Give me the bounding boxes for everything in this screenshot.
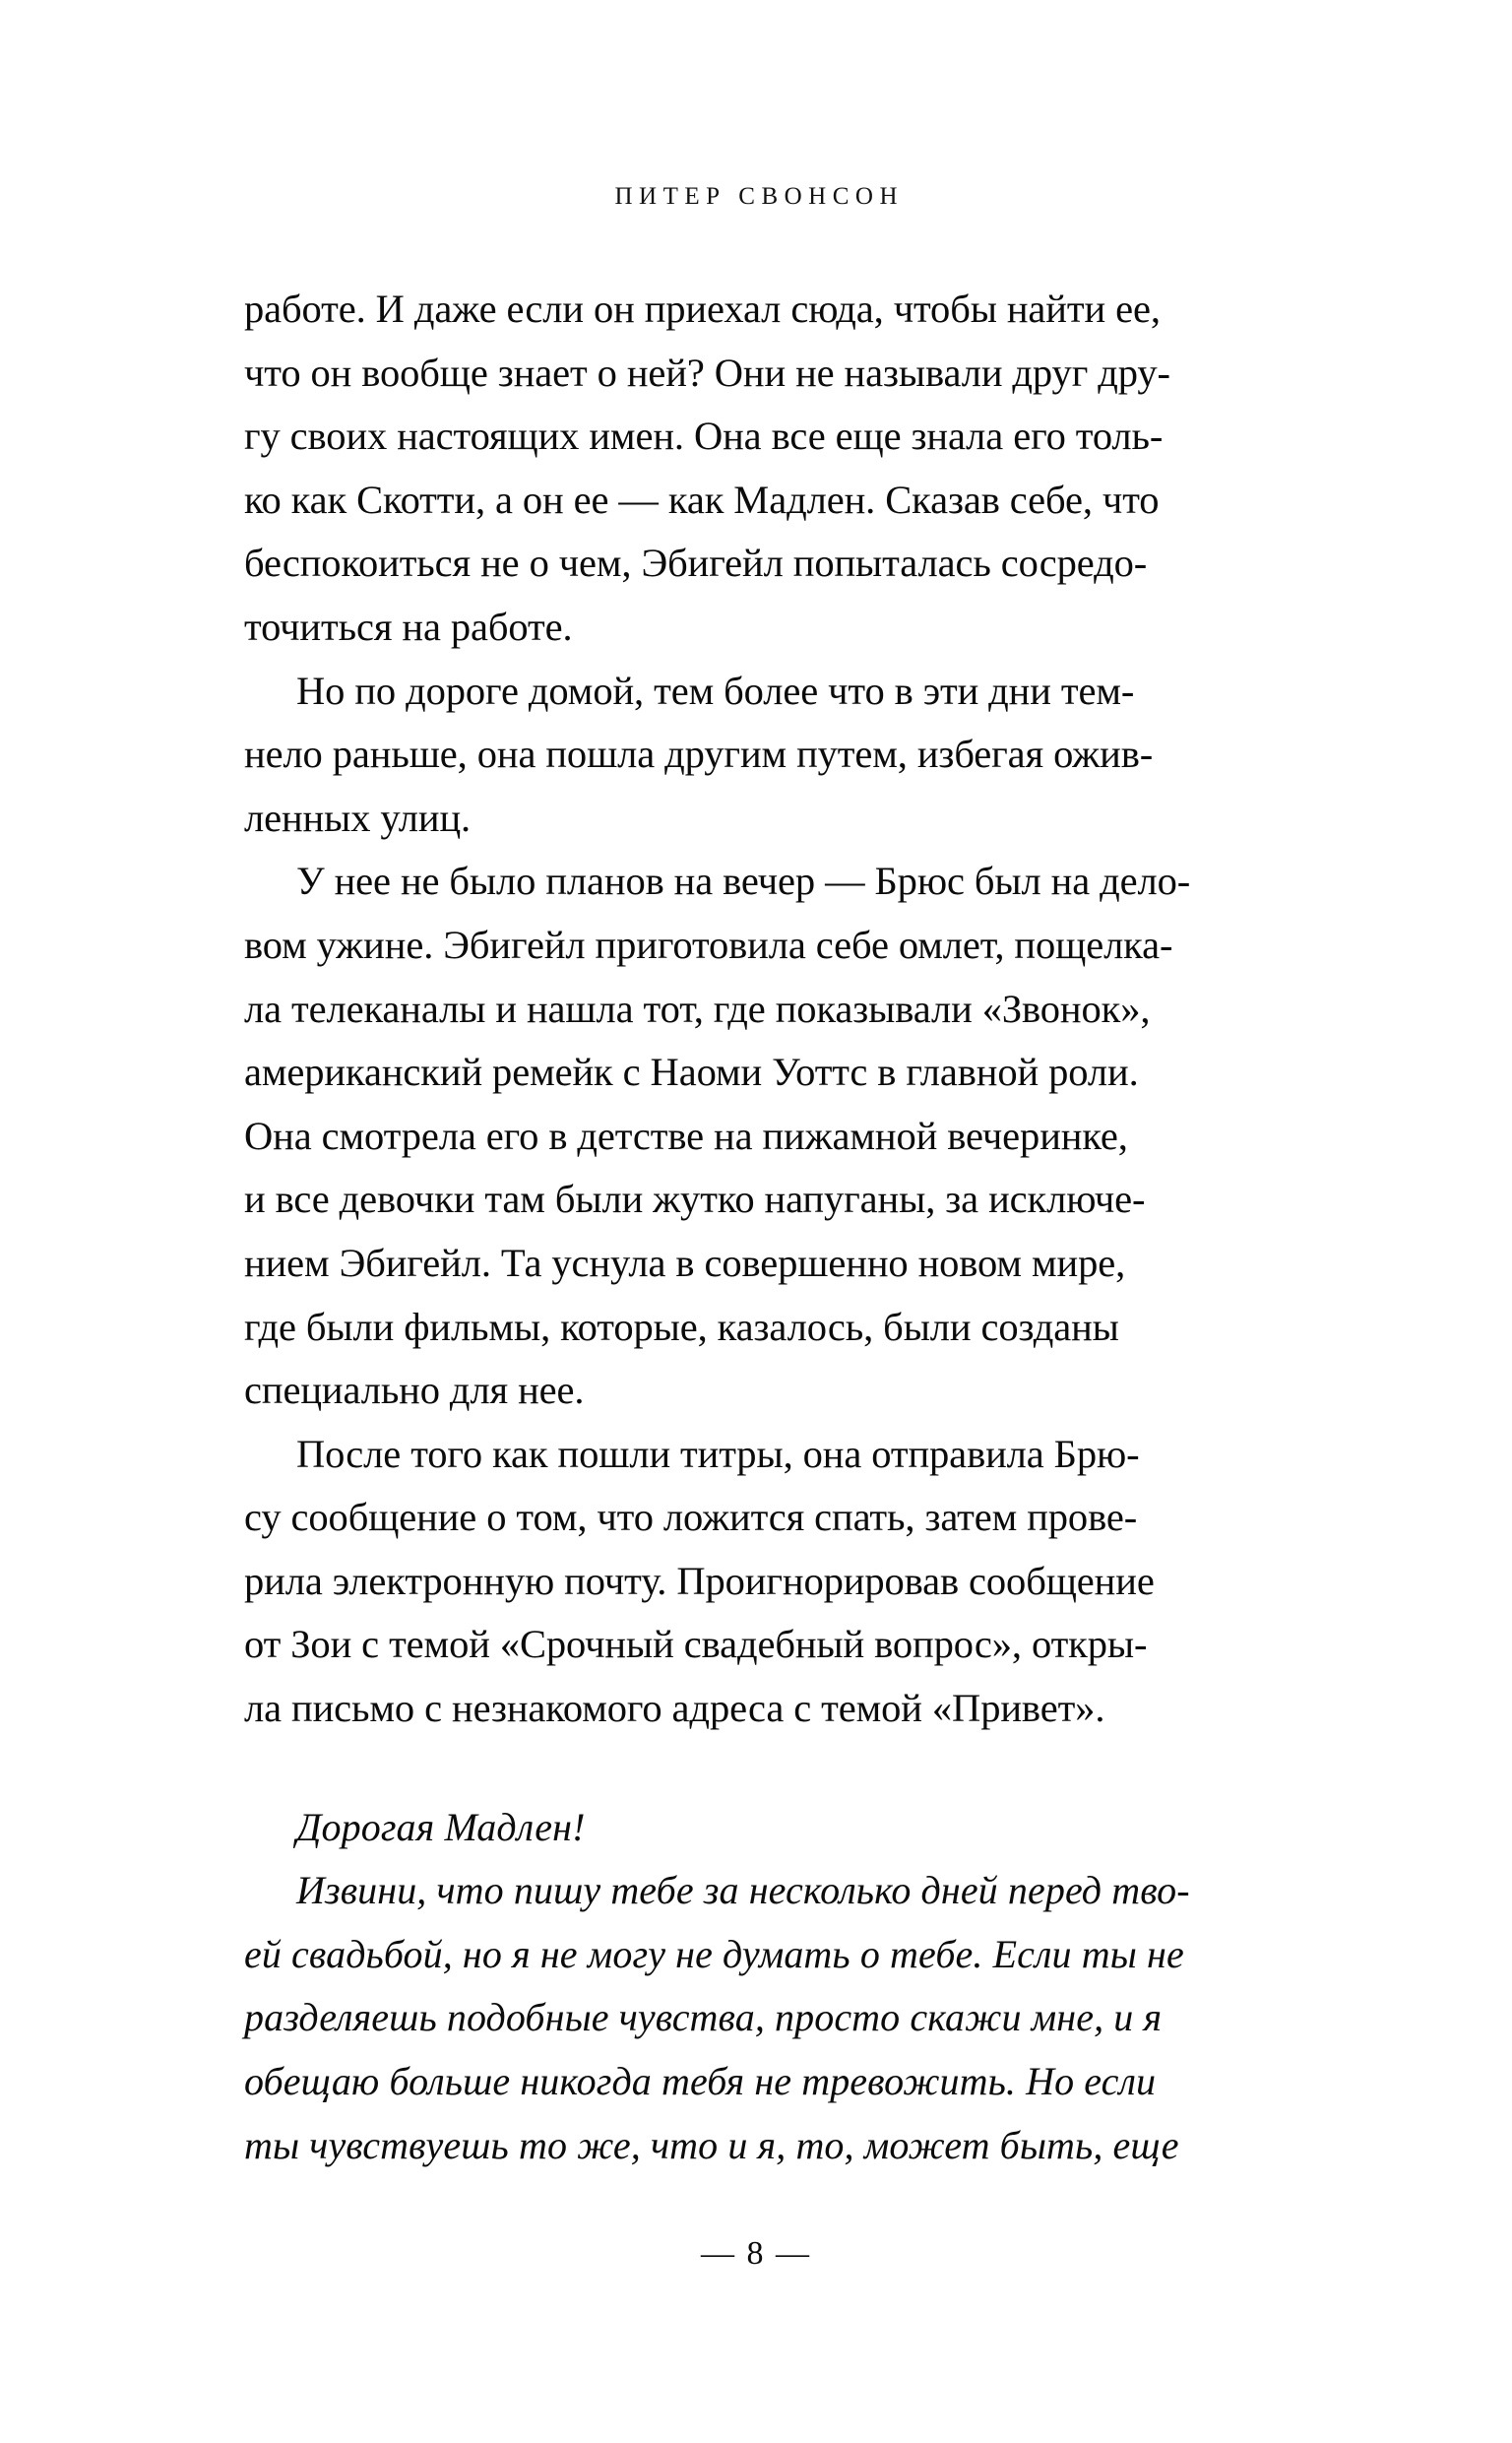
letter-salutation-text: Дорогая Мадлен! — [296, 1804, 586, 1849]
text-line — [244, 1423, 1327, 1487]
letter-line: обещаю больше никогда тебя не тревожить. Но если — [244, 2059, 1157, 2104]
text-line: специально для нее. — [244, 1368, 585, 1413]
text-line: точиться на работе. — [244, 604, 573, 649]
text-line: от Зои с темой «Срочный свадебный вопрос», откры- — [244, 1622, 1148, 1667]
text-line-content: Но по дороге домой, тем более что в эти дни тем- — [296, 668, 1135, 713]
body-text-block — [244, 278, 1327, 2177]
text-line: беспокоиться не о чем, Эбигейл попыталась сосредо- — [244, 541, 1148, 586]
text-line: что он вообще знает о ней? Они не называли друг дру- — [244, 350, 1170, 395]
text-line: су сообщение о том, что ложится спать, затем прове- — [244, 1495, 1138, 1540]
text-line: ла письмо с незнакомого адреса с темой «Привет». — [244, 1686, 1105, 1731]
page-number: — 8 — — [701, 2235, 811, 2272]
text-line: и все девочки там были жутко напуганы, за исключе- — [244, 1177, 1146, 1222]
text-line: американский ремейк с Наоми Уоттс в главной роли. — [244, 1050, 1139, 1095]
letter-block — [244, 1796, 1327, 2178]
text-line: нело раньше, она пошла другим путем, избегая ожив- — [244, 732, 1154, 777]
letter-spacer — [244, 1741, 1327, 1796]
text-line: ленных улиц. — [244, 795, 472, 840]
text-line: Она смотрела его в детстве на пижамной вечеринке, — [244, 1113, 1128, 1158]
letter-line: разделяешь подобные чувства, просто скажи мне, и я — [244, 1995, 1163, 2040]
text-line: рила электронную почту. Проигнорировав сообщение — [244, 1558, 1155, 1603]
paragraph — [244, 1423, 1327, 1741]
text-line: работе. И даже если он приехал сюда, чтобы найти ее, — [244, 287, 1161, 331]
letter-line: ты чувствуешь то же, что и я, то, может быть, еще — [244, 2122, 1179, 2167]
text-line: гу своих настоящих имен. Она все еще знала его толь- — [244, 414, 1164, 459]
text-line: ко как Скотти, а он ее — как Мадлен. Сказав себе, что — [244, 477, 1160, 522]
text-line: нием Эбигейл. Та уснула в совершенно новом мире, — [244, 1240, 1126, 1285]
paragraph — [244, 850, 1327, 1422]
letter-line: ей свадьбой, но я не могу не думать о тебе. Если ты не — [244, 1931, 1184, 1976]
text-line: где были фильмы, которые, казалось, были созданы — [244, 1304, 1119, 1349]
text-line: вом ужине. Эбигейл приготовила себе омлет, пощелка- — [244, 922, 1173, 967]
text-line — [244, 850, 1327, 914]
text-line: ла телеканалы и нашла тот, где показывали «Звонок», — [244, 986, 1151, 1031]
letter-line — [244, 1859, 1327, 1923]
running-head: ПИТЕР СВОНСОН — [614, 183, 905, 210]
text-line — [244, 660, 1327, 724]
letter-line-content: Извини, что пишу тебе за несколько дней перед тво- — [296, 1868, 1190, 1913]
paragraph — [244, 660, 1327, 851]
paragraph — [244, 278, 1327, 660]
letter-salutation — [244, 1796, 1327, 1860]
text-line-content: У нее не было планов на вечер — Брюс был на дело- — [296, 859, 1191, 904]
text-line-content: После того как пошли титры, она отправила Брю- — [296, 1431, 1140, 1476]
